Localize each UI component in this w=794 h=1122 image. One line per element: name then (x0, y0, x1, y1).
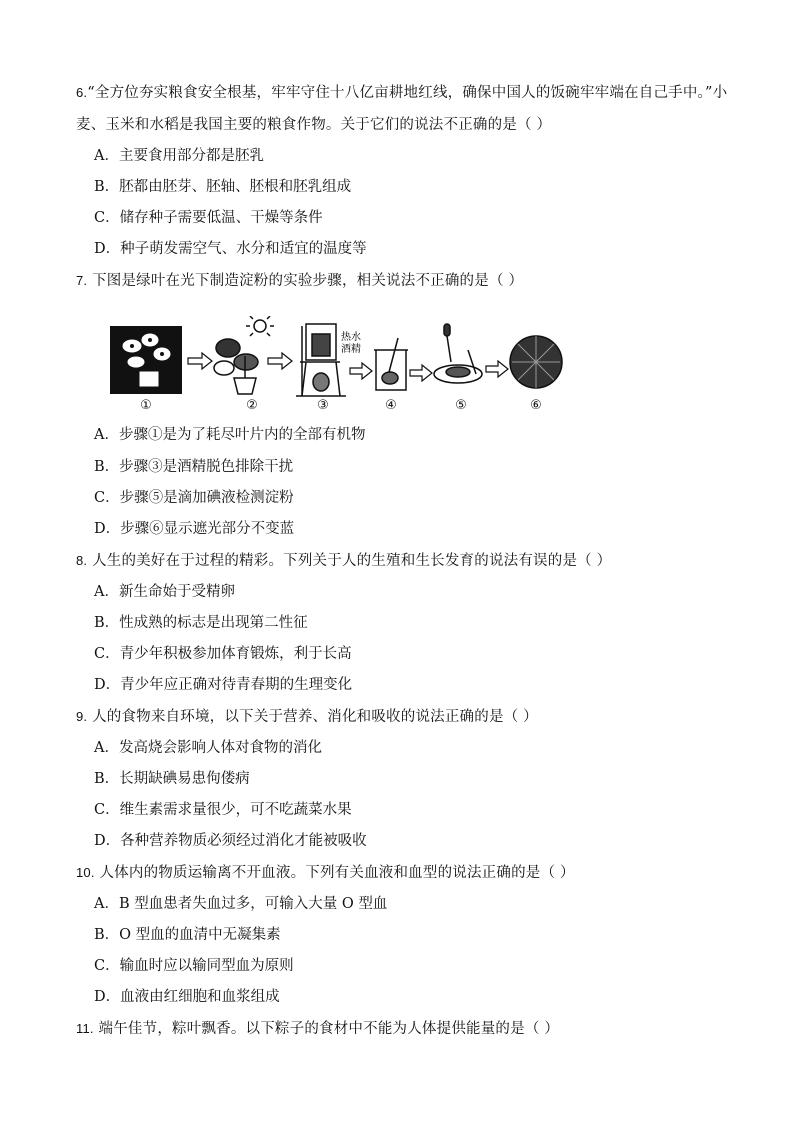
figure-label-2: ② (246, 398, 258, 413)
option-d: D．种子萌发需空气、水分和适宜的温度等 (94, 241, 367, 257)
option-d: D．步骤⑥显示遮光部分不变蓝 (94, 521, 295, 537)
label-alcohol: 酒精 (341, 344, 361, 355)
experiment-figure (106, 316, 566, 418)
question-6-line2 (76, 109, 746, 142)
question-10 (76, 856, 746, 890)
option-d: D．各种营养物质必须经过消化才能被吸收 (94, 833, 367, 849)
question-6 (76, 76, 746, 110)
question-stem: 人生的美好在于过程的精彩。下列关于人的生殖和生长发育的说法有误的是（ ） (92, 553, 612, 569)
option-d: D．血液由红细胞和血浆组成 (94, 989, 280, 1005)
question-9 (76, 700, 746, 734)
option-a: A．步骤①是为了耗尽叶片内的全部有机物 (94, 427, 366, 443)
question-number: 10. (76, 865, 95, 880)
question-stem: 下图是绿叶在光下制造淀粉的实验步骤，相关说法不正确的是（ ） (92, 273, 524, 289)
question-stem: 人的食物来自环境，以下关于营养、消化和吸收的说法正确的是（ ） (92, 709, 538, 725)
question-stem: 端午佳节，粽叶飘香。以下粽子的食材中不能为人体提供能量的是（ ） (98, 1021, 560, 1037)
step2-light-exposure (214, 316, 274, 394)
label-hot-water: 热水 (341, 332, 361, 343)
option-b: B．步骤③是酒精脱色排除干扰 (94, 459, 294, 475)
option-c: C．青少年积极参加体育锻炼，利于长高 (94, 646, 352, 662)
option-d: D．青少年应正确对待青春期的生理变化 (94, 677, 353, 693)
question-stem-line1: “全方位夯实粮食安全根基，牢牢守住十八亿亩耕地红线，确保中国人的饭碗牢牢端在自己手中。”小 (87, 85, 728, 101)
option-b: B．性成熟的标志是出现第二性征 (94, 615, 308, 631)
figure-label-1: ① (140, 398, 152, 413)
question-number: 9. (76, 709, 88, 724)
arrow-icon (350, 363, 372, 379)
option-a: A．B 型血患者失血过多，可输入大量 O 型血 (94, 896, 388, 912)
arrow-icon (410, 365, 432, 381)
step5-iodine-drop (434, 324, 482, 383)
question-number: 7. (76, 273, 88, 288)
option-b: B．O 型血的血清中无凝集素 (94, 927, 281, 943)
question-7 (76, 264, 746, 298)
question-number: 6. (76, 85, 88, 100)
figure-label-3: ③ (317, 398, 329, 413)
option-a: A．发高烧会影响人体对食物的消化 (94, 740, 322, 756)
option-c: C．储存种子需要低温、干燥等条件 (94, 210, 323, 226)
step6-stained-leaf (510, 336, 562, 388)
option-b: B．长期缺碘易患佝偻病 (94, 771, 250, 787)
option-a: A．主要食用部分都是胚乳 (94, 148, 264, 164)
figure-label-6: ⑥ (530, 398, 542, 413)
option-c: C．维生素需求量很少，可不吃蔬菜水果 (94, 802, 352, 818)
arrow-icon (486, 361, 508, 377)
step1-dark-treatment (110, 326, 182, 394)
option-c: C．输血时应以输同型血为原则 (94, 958, 294, 974)
option-c: C．步骤⑤是滴加碘液检测淀粉 (94, 490, 294, 506)
question-11 (76, 1012, 746, 1046)
step4-rinse-beaker (374, 338, 408, 390)
question-8 (76, 544, 746, 578)
figure-label-4: ④ (385, 398, 397, 413)
question-stem-line2: 麦、玉米和水稻是我国主要的粮食作物。关于它们的说法不正确的是（ ） (76, 117, 552, 133)
step3-alcohol-bath (296, 324, 346, 396)
figure-label-5: ⑤ (455, 398, 467, 413)
question-stem: 人体内的物质运输离不开血液。下列有关血液和血型的说法正确的是（ ） (99, 865, 575, 881)
arrow-icon (188, 353, 212, 369)
question-number: 8. (76, 553, 88, 568)
option-a: A．新生命始于受精卵 (94, 584, 235, 600)
option-b: B．胚都由胚芽、胚轴、胚根和胚乳组成 (94, 179, 352, 195)
question-number: 11. (76, 1021, 94, 1036)
arrow-icon (268, 353, 292, 369)
